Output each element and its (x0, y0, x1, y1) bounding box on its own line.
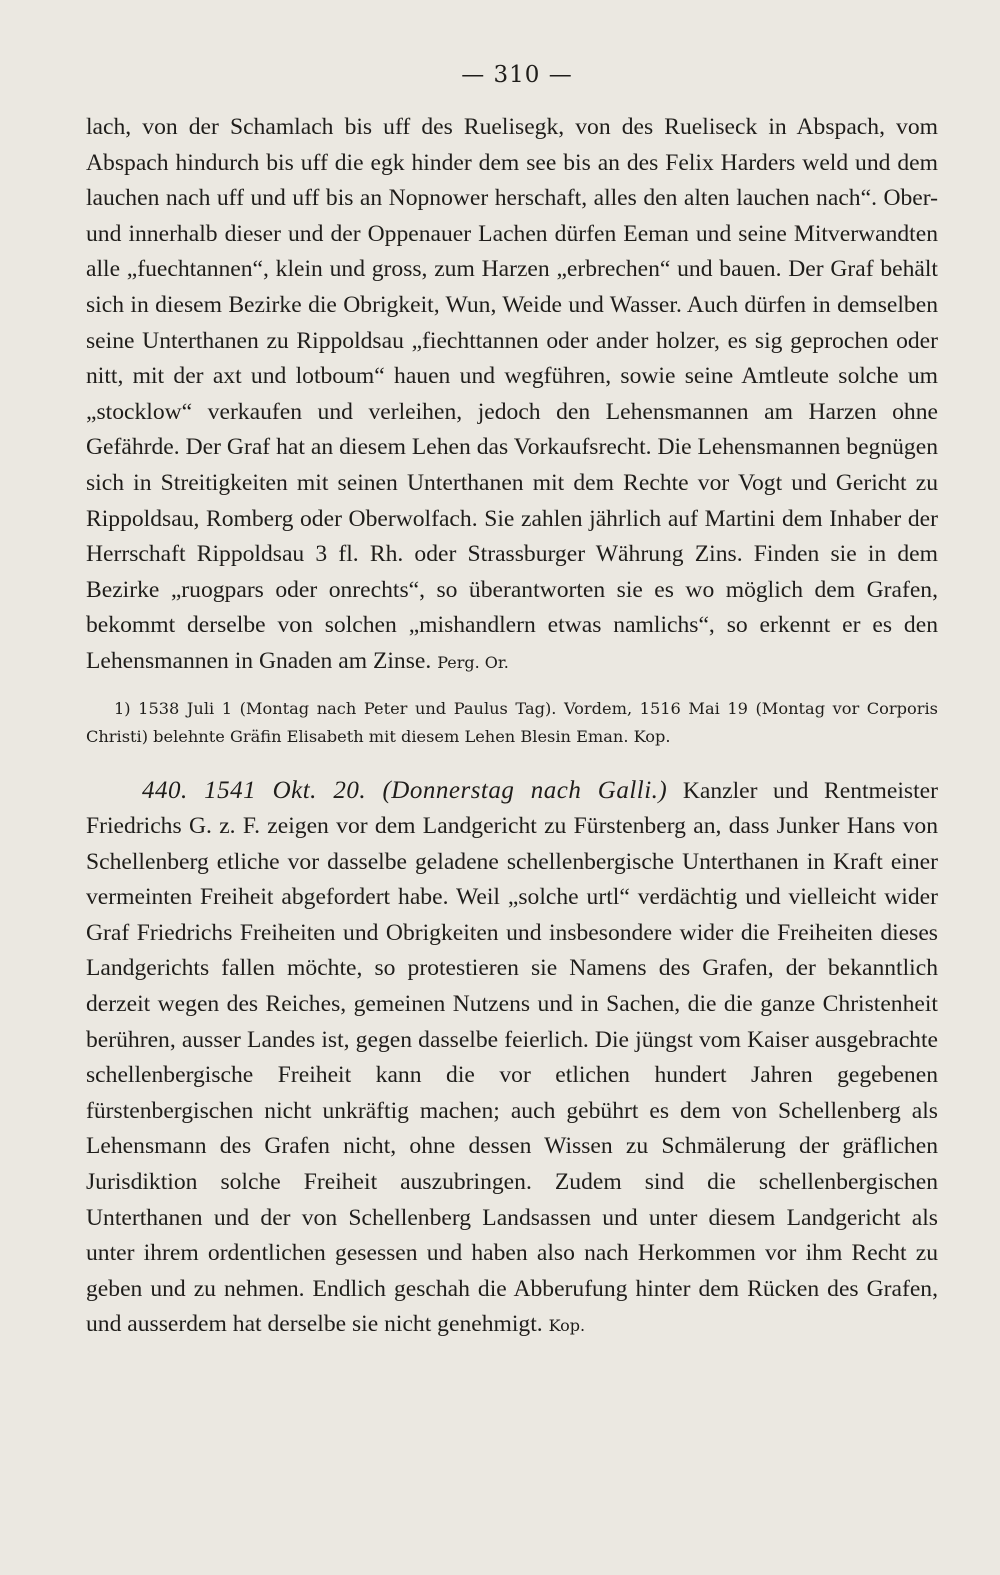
entry-source-note: Kop. (548, 1316, 586, 1336)
source-note: Perg. Or. (437, 652, 509, 672)
entry-paragraph (86, 773, 938, 1345)
entry-heading: 440. 1541 Okt. 20. (Donnerstag nach Galli.) (142, 776, 668, 804)
paragraph-text: lach, von der Schamlach bis uff des Ruelisegk, von des Rueliseck in Abspach, vom Abspach hindurch bis uff die egk hinder dem see bis an des Felix Harders weld und dem lauchen nach uff und uff bis an Nopnower herschaft, alles den alten lauchen nach“. Ober- und innerhalb dieser und der Oppenauer Lachen dürfen Eeman und seine Mitverwandten alle „fuechtannen“, klein und gross, zum Harzen „erbrechen“ und bauen. Der Graf behält sich in diesem Bezirke die Obrigkeit, Wun, Weide und Wasser. Auch dürfen in demselben seine Unterthanen zu Rippoldsau „fiechttannen oder ander holzer, es sig geprochen oder nitt, mit der axt und lotboum“ hauen und wegführen, sowie seine Amtleute solche um „stocklow“ verkaufen und verleihen, jedoch den Lehensmannen am Harzen ohne Gefährde. Der Graf hat an diesem Lehen das Vorkaufsrecht. Die Lehensmannen begnügen sich in Streitigkeiten mit seinen Unterthanen mit dem Rechte vor Vogt und Gericht zu Rippoldsau, Romberg oder Oberwolfach. Sie zahlen jährlich auf Martini dem Inhaber der Herrschaft Rippoldsau 3 fl. Rh. oder Strassburger Währung Zins. Finden sie in dem Bezirke „ruogpars oder onrechts“, so überantworten sie es wo möglich dem Grafen, bekommt derselbe von solchen „mishandlern etwas namlichs“, so erkennt er es den Lehensmannen in Gnaden am Zinse. (86, 114, 938, 674)
footnote: 1) 1538 Juli 1 (Montag nach Peter und Paulus Tag). Vordem, 1516 Mai 19 (Montag vor Corporis Christi) belehnte Gräfin Elisabeth mit diesem Lehen Blesin Eman. Kop. (86, 698, 938, 746)
page-number: — 310 — (461, 62, 573, 88)
entry-text: Kanzler und Rentmeister Friedrichs G. z. F. zeigen vor dem Landgericht zu Fürstenberg an, dass Junker Hans von Schellenberg etliche vor dasselbe geladene schellenbergische Unterthanen in Kraft einer vermeinten Freiheit abgefordert habe. Weil „solche urtl“ verdächtig und vielleicht wider Graf Friedrichs Freiheiten und Obrigkeiten und insbesondere wider die Freiheiten dieses Landgerichts fallen möchte, so protestieren sie Namens des Grafen, der bekanntlich derzeit wegen des Reiches, gemeinen Nutzens und in Sachen, die die ganze Christenheit berühren, ausser Landes ist, gegen dasselbe feierlich. Die jüngst vom Kaiser ausgebrachte schellenbergische Freiheit kann die vor etlichen hundert Jahren gegebenen fürstenbergischen nicht unkräftig machen; auch gebührt es dem von Schellenberg als Lehensmann des Grafen nicht, ohne dessen Wissen zu Schmälerung der gräflichen Jurisdiktion solche Freiheit auszubringen. Zudem sind die schellenbergischen Unterthanen und der von Schellenberg Landsassen und unter diesem Landgericht als unter ihrem ordentlichen gesessen und haben also nach Herkommen vor ihm Recht zu geben und zu nehmen. Endlich geschah die Abberufung hinter dem Rücken des Grafen, und ausserdem hat derselbe sie nicht genehmigt. (86, 777, 938, 1338)
continued-paragraph (86, 110, 938, 681)
